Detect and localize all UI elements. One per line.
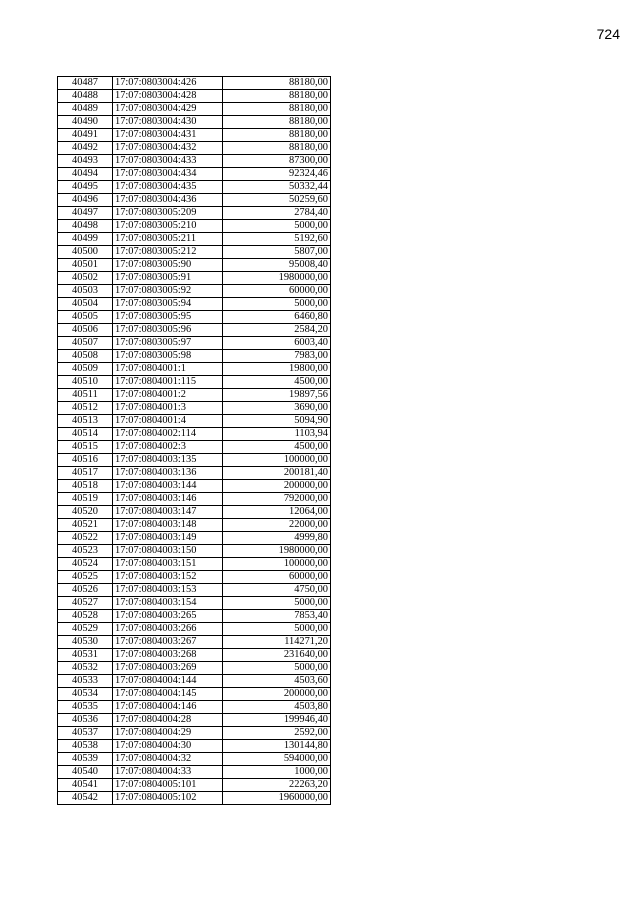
- table-row: [58, 584, 331, 597]
- table-row: [58, 155, 331, 168]
- cadastral-number-cell: 17:07:0804004:28: [113, 714, 223, 727]
- table-row: [58, 233, 331, 246]
- table-row: [58, 649, 331, 662]
- row-number-cell: 40505: [58, 311, 113, 324]
- cadastral-number-cell: 17:07:0804003:136: [113, 467, 223, 480]
- row-number-cell: 40515: [58, 441, 113, 454]
- cadastral-number-cell: 17:07:0804004:29: [113, 727, 223, 740]
- table-row: [58, 714, 331, 727]
- row-number-cell: 40501: [58, 259, 113, 272]
- cadastral-value-cell: 22263,20: [223, 779, 331, 792]
- cadastral-number-cell: 17:07:0804004:30: [113, 740, 223, 753]
- cadastral-number-cell: 17:07:0804003:144: [113, 480, 223, 493]
- table-row: [58, 168, 331, 181]
- cadastral-value-cell: 200000,00: [223, 688, 331, 701]
- cadastral-value-cell: 50332,44: [223, 181, 331, 194]
- cadastral-value-cell: 5000,00: [223, 623, 331, 636]
- cadastral-value-cell: 88180,00: [223, 129, 331, 142]
- table-row: [58, 740, 331, 753]
- row-number-cell: 40538: [58, 740, 113, 753]
- row-number-cell: 40526: [58, 584, 113, 597]
- cadastral-number-cell: 17:07:0803005:91: [113, 272, 223, 285]
- table-row: [58, 129, 331, 142]
- table-row: [58, 402, 331, 415]
- cadastral-number-cell: 17:07:0803004:432: [113, 142, 223, 155]
- table-row: [58, 272, 331, 285]
- row-number-cell: 40487: [58, 77, 113, 90]
- table-row: [58, 181, 331, 194]
- row-number-cell: 40491: [58, 129, 113, 142]
- table-row: [58, 662, 331, 675]
- cadastral-value-cell: 792000,00: [223, 493, 331, 506]
- cadastral-value-cell: 88180,00: [223, 77, 331, 90]
- table-row: [58, 753, 331, 766]
- cadastral-value-cell: 87300,00: [223, 155, 331, 168]
- cadastral-number-cell: 17:07:0803004:429: [113, 103, 223, 116]
- table-row: [58, 727, 331, 740]
- row-number-cell: 40500: [58, 246, 113, 259]
- row-number-cell: 40510: [58, 376, 113, 389]
- row-number-cell: 40541: [58, 779, 113, 792]
- row-number-cell: 40494: [58, 168, 113, 181]
- cadastral-value-cell: 5094,90: [223, 415, 331, 428]
- table-row: [58, 779, 331, 792]
- cadastral-value-cell: 114271,20: [223, 636, 331, 649]
- table-row: [58, 259, 331, 272]
- cadastral-number-cell: 17:07:0803004:426: [113, 77, 223, 90]
- table-row: [58, 623, 331, 636]
- table-row: [58, 636, 331, 649]
- table-row: [58, 337, 331, 350]
- cadastral-number-cell: 17:07:0803005:94: [113, 298, 223, 311]
- cadastral-number-cell: 17:07:0804003:269: [113, 662, 223, 675]
- cadastral-value-cell: 594000,00: [223, 753, 331, 766]
- cadastral-number-cell: 17:07:0803004:436: [113, 194, 223, 207]
- cadastral-number-cell: 17:07:0804004:145: [113, 688, 223, 701]
- row-number-cell: 40490: [58, 116, 113, 129]
- cadastral-number-cell: 17:07:0804004:144: [113, 675, 223, 688]
- cadastral-value-table: [57, 76, 331, 805]
- row-number-cell: 40508: [58, 350, 113, 363]
- cadastral-number-cell: 17:07:0803005:212: [113, 246, 223, 259]
- cadastral-value-cell: 4500,00: [223, 376, 331, 389]
- row-number-cell: 40533: [58, 675, 113, 688]
- row-number-cell: 40520: [58, 506, 113, 519]
- cadastral-number-cell: 17:07:0804003:151: [113, 558, 223, 571]
- table-row: [58, 207, 331, 220]
- cadastral-number-cell: 17:07:0804003:135: [113, 454, 223, 467]
- row-number-cell: 40537: [58, 727, 113, 740]
- cadastral-value-cell: 1000,00: [223, 766, 331, 779]
- table-row: [58, 532, 331, 545]
- row-number-cell: 40523: [58, 545, 113, 558]
- table-row: [58, 363, 331, 376]
- row-number-cell: 40536: [58, 714, 113, 727]
- cadastral-number-cell: 17:07:0804002:3: [113, 441, 223, 454]
- cadastral-number-cell: 17:07:0804003:146: [113, 493, 223, 506]
- row-number-cell: 40493: [58, 155, 113, 168]
- table-row: [58, 142, 331, 155]
- cadastral-number-cell: 17:07:0804003:265: [113, 610, 223, 623]
- cadastral-number-cell: 17:07:0804004:146: [113, 701, 223, 714]
- row-number-cell: 40504: [58, 298, 113, 311]
- cadastral-number-cell: 17:07:0803005:210: [113, 220, 223, 233]
- cadastral-number-cell: 17:07:0804001:1: [113, 363, 223, 376]
- cadastral-value-cell: 2584,20: [223, 324, 331, 337]
- cadastral-number-cell: 17:07:0804003:152: [113, 571, 223, 584]
- cadastral-value-cell: 1103,94: [223, 428, 331, 441]
- row-number-cell: 40513: [58, 415, 113, 428]
- row-number-cell: 40539: [58, 753, 113, 766]
- row-number-cell: 40489: [58, 103, 113, 116]
- cadastral-value-cell: 5000,00: [223, 298, 331, 311]
- cadastral-number-cell: 17:07:0803005:92: [113, 285, 223, 298]
- row-number-cell: 40488: [58, 90, 113, 103]
- cadastral-value-cell: 5807,00: [223, 246, 331, 259]
- row-number-cell: 40540: [58, 766, 113, 779]
- cadastral-number-cell: 17:07:0803005:96: [113, 324, 223, 337]
- row-number-cell: 40512: [58, 402, 113, 415]
- table-row: [58, 324, 331, 337]
- cadastral-value-cell: 5000,00: [223, 220, 331, 233]
- cadastral-value-cell: 92324,46: [223, 168, 331, 181]
- row-number-cell: 40492: [58, 142, 113, 155]
- cadastral-value-cell: 2592,00: [223, 727, 331, 740]
- table-row: [58, 415, 331, 428]
- cadastral-value-cell: 200181,40: [223, 467, 331, 480]
- table-row: [58, 610, 331, 623]
- table-row: [58, 597, 331, 610]
- cadastral-number-cell: 17:07:0803004:428: [113, 90, 223, 103]
- table-row: [58, 376, 331, 389]
- cadastral-number-cell: 17:07:0803004:433: [113, 155, 223, 168]
- row-number-cell: 40495: [58, 181, 113, 194]
- row-number-cell: 40511: [58, 389, 113, 402]
- cadastral-value-cell: 5000,00: [223, 662, 331, 675]
- cadastral-number-cell: 17:07:0803004:430: [113, 116, 223, 129]
- table-row: [58, 766, 331, 779]
- cadastral-number-cell: 17:07:0804005:102: [113, 792, 223, 805]
- cadastral-number-cell: 17:07:0803004:431: [113, 129, 223, 142]
- cadastral-value-cell: 4500,00: [223, 441, 331, 454]
- cadastral-value-cell: 12064,00: [223, 506, 331, 519]
- cadastral-value-cell: 4750,00: [223, 584, 331, 597]
- table-row: [58, 311, 331, 324]
- cadastral-number-cell: 17:07:0804004:33: [113, 766, 223, 779]
- row-number-cell: 40534: [58, 688, 113, 701]
- table-row: [58, 519, 331, 532]
- cadastral-number-cell: 17:07:0804003:147: [113, 506, 223, 519]
- cadastral-number-cell: 17:07:0804001:2: [113, 389, 223, 402]
- row-number-cell: 40518: [58, 480, 113, 493]
- table-row: [58, 194, 331, 207]
- row-number-cell: 40530: [58, 636, 113, 649]
- cadastral-value-cell: 199946,40: [223, 714, 331, 727]
- row-number-cell: 40509: [58, 363, 113, 376]
- cadastral-value-cell: 19897,56: [223, 389, 331, 402]
- cadastral-value-cell: 4503,80: [223, 701, 331, 714]
- cadastral-value-cell: 88180,00: [223, 90, 331, 103]
- cadastral-value-cell: 7983,00: [223, 350, 331, 363]
- table-row: [58, 675, 331, 688]
- cadastral-number-cell: 17:07:0804003:266: [113, 623, 223, 636]
- cadastral-number-cell: 17:07:0804003:268: [113, 649, 223, 662]
- row-number-cell: 40502: [58, 272, 113, 285]
- table-row: [58, 103, 331, 116]
- cadastral-value-cell: 60000,00: [223, 285, 331, 298]
- cadastral-value-cell: 1980000,00: [223, 272, 331, 285]
- table-row: [58, 428, 331, 441]
- table-row: [58, 298, 331, 311]
- row-number-cell: 40517: [58, 467, 113, 480]
- table-row: [58, 467, 331, 480]
- row-number-cell: 40542: [58, 792, 113, 805]
- row-number-cell: 40531: [58, 649, 113, 662]
- cadastral-number-cell: 17:07:0804004:32: [113, 753, 223, 766]
- cadastral-number-cell: 17:07:0804003:148: [113, 519, 223, 532]
- row-number-cell: 40532: [58, 662, 113, 675]
- row-number-cell: 40497: [58, 207, 113, 220]
- cadastral-value-cell: 2784,40: [223, 207, 331, 220]
- cadastral-number-cell: 17:07:0803005:95: [113, 311, 223, 324]
- table-body: [58, 77, 331, 805]
- cadastral-value-cell: 5000,00: [223, 597, 331, 610]
- cadastral-number-cell: 17:07:0803004:434: [113, 168, 223, 181]
- row-number-cell: 40522: [58, 532, 113, 545]
- cadastral-number-cell: 17:07:0804003:154: [113, 597, 223, 610]
- table-row: [58, 506, 331, 519]
- table-row: [58, 285, 331, 298]
- table-row: [58, 571, 331, 584]
- table-row: [58, 545, 331, 558]
- cadastral-value-cell: 95008,40: [223, 259, 331, 272]
- cadastral-number-cell: 17:07:0803005:209: [113, 207, 223, 220]
- table-row: [58, 220, 331, 233]
- table-row: [58, 454, 331, 467]
- table-row: [58, 350, 331, 363]
- table-row: [58, 792, 331, 805]
- row-number-cell: 40524: [58, 558, 113, 571]
- row-number-cell: 40506: [58, 324, 113, 337]
- table-row: [58, 246, 331, 259]
- table-row: [58, 688, 331, 701]
- cadastral-value-cell: 1980000,00: [223, 545, 331, 558]
- cadastral-value-cell: 200000,00: [223, 480, 331, 493]
- table-row: [58, 116, 331, 129]
- cadastral-value-cell: 22000,00: [223, 519, 331, 532]
- row-number-cell: 40525: [58, 571, 113, 584]
- cadastral-number-cell: 17:07:0803004:435: [113, 181, 223, 194]
- cadastral-number-cell: 17:07:0804001:115: [113, 376, 223, 389]
- cadastral-value-cell: 88180,00: [223, 103, 331, 116]
- row-number-cell: 40496: [58, 194, 113, 207]
- cadastral-value-cell: 88180,00: [223, 116, 331, 129]
- cadastral-value-cell: 4999,80: [223, 532, 331, 545]
- row-number-cell: 40503: [58, 285, 113, 298]
- cadastral-value-cell: 130144,80: [223, 740, 331, 753]
- cadastral-number-cell: 17:07:0803005:90: [113, 259, 223, 272]
- cadastral-value-cell: 100000,00: [223, 454, 331, 467]
- table-row: [58, 480, 331, 493]
- cadastral-number-cell: 17:07:0804002:114: [113, 428, 223, 441]
- cadastral-number-cell: 17:07:0803005:211: [113, 233, 223, 246]
- table-row: [58, 441, 331, 454]
- cadastral-number-cell: 17:07:0804003:153: [113, 584, 223, 597]
- cadastral-value-cell: 5192,60: [223, 233, 331, 246]
- row-number-cell: 40498: [58, 220, 113, 233]
- table-row: [58, 90, 331, 103]
- row-number-cell: 40507: [58, 337, 113, 350]
- cadastral-number-cell: 17:07:0804003:267: [113, 636, 223, 649]
- table-row: [58, 389, 331, 402]
- cadastral-number-cell: 17:07:0804003:149: [113, 532, 223, 545]
- table-row: [58, 701, 331, 714]
- row-number-cell: 40521: [58, 519, 113, 532]
- row-number-cell: 40499: [58, 233, 113, 246]
- cadastral-value-cell: 60000,00: [223, 571, 331, 584]
- row-number-cell: 40519: [58, 493, 113, 506]
- row-number-cell: 40529: [58, 623, 113, 636]
- table-row: [58, 558, 331, 571]
- row-number-cell: 40527: [58, 597, 113, 610]
- cadastral-value-cell: 100000,00: [223, 558, 331, 571]
- cadastral-number-cell: 17:07:0803005:98: [113, 350, 223, 363]
- cadastral-value-cell: 3690,00: [223, 402, 331, 415]
- row-number-cell: 40535: [58, 701, 113, 714]
- cadastral-value-cell: 6460,80: [223, 311, 331, 324]
- cadastral-number-cell: 17:07:0804003:150: [113, 545, 223, 558]
- cadastral-value-cell: 88180,00: [223, 142, 331, 155]
- cadastral-number-cell: 17:07:0803005:97: [113, 337, 223, 350]
- cadastral-value-cell: 50259,60: [223, 194, 331, 207]
- row-number-cell: 40516: [58, 454, 113, 467]
- cadastral-value-cell: 231640,00: [223, 649, 331, 662]
- table-row: [58, 493, 331, 506]
- cadastral-value-cell: 4503,60: [223, 675, 331, 688]
- page-number: 724: [596, 26, 620, 42]
- cadastral-value-cell: 6003,40: [223, 337, 331, 350]
- row-number-cell: 40528: [58, 610, 113, 623]
- cadastral-number-cell: 17:07:0804001:3: [113, 402, 223, 415]
- table-row: [58, 77, 331, 90]
- row-number-cell: 40514: [58, 428, 113, 441]
- cadastral-number-cell: 17:07:0804005:101: [113, 779, 223, 792]
- cadastral-value-cell: 7853,40: [223, 610, 331, 623]
- cadastral-value-cell: 19800,00: [223, 363, 331, 376]
- cadastral-number-cell: 17:07:0804001:4: [113, 415, 223, 428]
- cadastral-value-cell: 1960000,00: [223, 792, 331, 805]
